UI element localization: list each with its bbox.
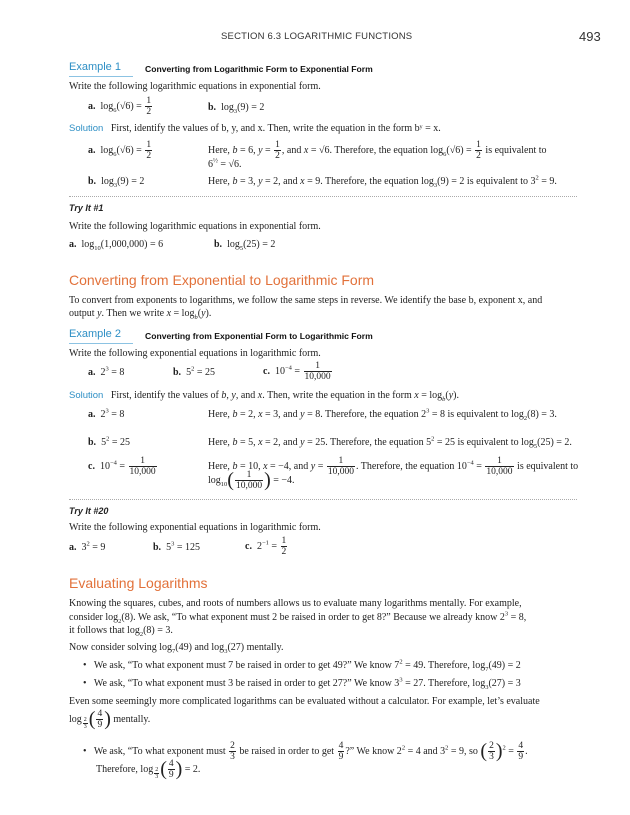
section-title: SECTION 6.3 LOGARITHMIC FUNCTIONS [221,31,413,42]
solution-2-part-c-result: $\log_{10}$( $\frac{1}{10,000}$ ) = −4. [208,469,295,491]
solution-2-part-a-explanation: Here, b = 2, x = 3, and y = 8. Therefore, the equation $2^3 = 8$ is equivalent to $\log_2(8) = 3$. [208,407,557,422]
example-2-part-c: c. $10^{-4}$ = $\frac{1}{10,000}$ [263,361,331,382]
example-1-title: Converting from Logarithmic Form to Exponential Form [145,64,373,74]
try-it-20-part-b: b. $5^3 = 125$ [153,540,200,553]
example-2-solution-intro: Solution First, identify the values of b, y, and x. Then, write the equation in the form $x = \log_b(y)$. [69,390,460,403]
try-it-1-label: Try It #1 [69,203,104,213]
try-it-20-prompt: Write the following exponential equations in logarithmic form. [69,522,321,533]
try-it-1-part-a: a. $\log_{10}(1,000,000) = 6$ [69,239,164,252]
solution-1-part-b: b. $\log_3(9) = 2$ [88,176,145,189]
example-1-part-a: a. $\log_6(√6)$ = $\frac{1}{2}$ [88,96,152,117]
example-2-part-b: b. $5^2 = 25$ [173,365,215,378]
exp-to-log-paragraph-line-2: output y. Then we write $x = \log_b(y)$. [69,308,212,321]
try-it-1-part-b: b. $\log_5(25) = 2$ [214,239,276,252]
solution-1-part-a-explanation: Here, b = 6, y = $\frac{1}{2}$ , and x = √6. Therefore, the equation $\log_6(√6)$ = $\frac{1}{2}$ is equivalent to $6^{\frac{1}{2}} = √6$. [208,140,547,170]
example-1-part-b: b. $\log_3(9) = 2$ [208,102,265,115]
try-it-20-part-a: a. $3^2 = 9$ [69,540,106,553]
evaluating-paragraph-2: Now consider solving $\log_7(49)$ and $\log_3(27)$ mentally. [69,642,284,655]
bullet-item-3: • We ask, “To what exponent must $\frac{2}{3}$ be raised in order to get $\frac{4}{9}$ ?” We know $2^2 = 4$ and $3^2 = 9$, so ( $\frac{2}{3}$ )$^2$ = $\frac{4}{9}$ . [83,740,528,762]
solution-2-part-a: a. $2^3 = 8$ [88,407,125,420]
section-heading-evaluating: Evaluating Logarithms [69,575,208,591]
page-number: 493 [579,29,601,44]
exp-to-log-paragraph-line-1: To convert from exponents to logarithms, we follow the same steps in reverse. We identify the base b, exponent x, and [69,295,543,306]
evaluating-paragraph-3-line-2: log $_{\frac{2}{3}}$ ( $\frac{4}{9}$ ) mentally. [69,708,151,730]
example-2-title: Converting from Exponential Form to Logarithmic Form [145,331,373,341]
solution-1-part-a: a. $\log_6(√6)$ = $\frac{1}{2}$ [88,140,152,161]
solution-2-part-c-explanation: Here, b = 10, x = −4, and y = $\frac{1}{10,000}$ . Therefore, the equation $10^{-4}$ = $\frac{1}{10,000}$ is equivalent to [208,456,579,477]
evaluating-paragraph-line-1: Knowing the squares, cubes, and roots of numbers allows us to evaluate many logarithms mentally. For example, [69,598,522,609]
example-2-part-a: a. $2^3 = 8$ [88,365,125,378]
example-2-underline [69,343,133,344]
example-1-underline [69,76,133,77]
evaluating-paragraph-line-2: consider $\log_2(8)$. We ask, “To what exponent must 2 be raised in order to get 8?” Because we already know $2^3 = 8$, [69,610,527,625]
evaluating-paragraph-line-3: it follows that $\log_2(8) = 3$. [69,625,173,638]
try-it-20-label: Try It #20 [69,506,109,516]
example-1-prompt: Write the following logarithmic equations in exponential form. [69,81,321,92]
divider [69,196,577,197]
solution-2-part-b-explanation: Here, b = 5, x = 2, and y = 25. Therefore, the equation $5^2 = 25$ is equivalent to $\log_5(25) = 2$. [208,435,572,450]
example-1-solution-intro: Solution First, identify the values of b, y, and x. Then, write the equation in the form bʸ = x. [69,123,441,134]
bullet-item-1: • We ask, “To what exponent must 7 be raised in order to get 49?” We know $7^2 = 49$. Therefore, $\log_7(49) = 2$ [83,658,521,673]
bullet-item-2: • We ask, “To what exponent must 3 be raised in order to get 27?” We know $3^3 = 27$. Therefore, $\log_3(27) = 3$ [83,676,521,691]
example-2-label: Example 2 [69,328,121,340]
section-heading-exp-to-log: Converting from Exponential to Logarithmic Form [69,272,375,288]
solution-1-part-b-explanation: Here, b = 3, y = 2, and x = 9. Therefore, the equation $\log_3(9) = 2$ is equivalent to $3^2 = 9$. [208,174,557,189]
example-1-label: Example 1 [69,61,121,73]
example-2-prompt: Write the following exponential equations in logarithmic form. [69,348,321,359]
bullet-item-3-conclusion: Therefore, log $_{\frac{2}{3}}$ ( $\frac{4}{9}$ ) = 2. [96,758,201,780]
try-it-1-prompt: Write the following logarithmic equations in exponential form. [69,221,321,232]
solution-2-part-c: c. $10^{-4}$ = $\frac{1}{10,000}$ [88,456,156,477]
try-it-20-part-c: c. $2^{-1}$ = $\frac{1}{2}$ [245,536,287,557]
evaluating-paragraph-3-line-1: Even some seemingly more complicated logarithms can be evaluated without a calculator. For example, let’s evaluate [69,696,540,707]
solution-2-part-b: b. $5^2 = 25$ [88,435,130,448]
divider [69,499,577,500]
